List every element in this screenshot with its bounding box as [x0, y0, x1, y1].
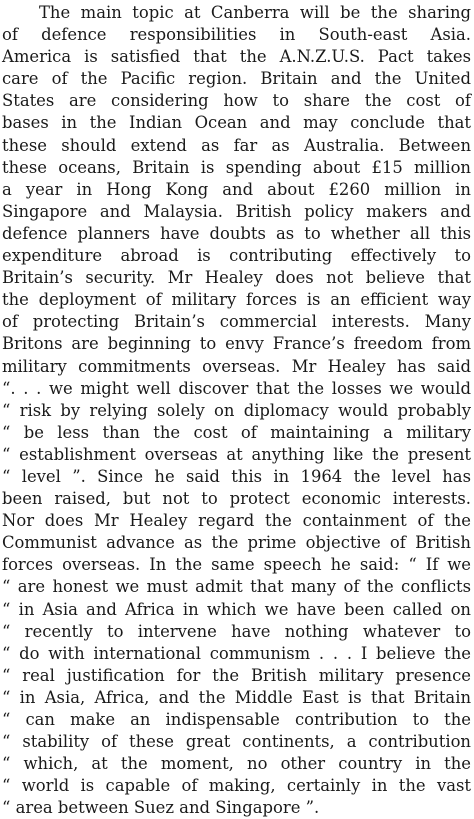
text-line: States are considering how to share the cost of	[2, 91, 471, 111]
text-line: “ area between Suez and Singapore ”.	[2, 798, 320, 818]
text-line: “ can make an indispensable contribution to the	[2, 710, 471, 729]
text-line: “ which, at the moment, no other country in the	[2, 754, 471, 774]
text-line: “ real justification for the British military presence	[2, 665, 471, 685]
text-line: been raised, but not to protect economic interests.	[2, 489, 471, 509]
text-line: military commitments overseas. Mr Healey has said	[2, 356, 471, 376]
text-line: a year in Hong Kong and about £260 million in	[2, 179, 471, 199]
text-line: the deployment of military forces is an efficient way	[2, 290, 471, 310]
text-line: Singapore and Malaysia. British policy makers and	[2, 201, 471, 221]
text-line: Britons are beginning to envy France’s freedom from	[2, 334, 471, 354]
text-line: care of the Pacific region. Britain and the United	[2, 69, 471, 89]
text-line: “ do with international communism . . . I believe the	[2, 643, 471, 663]
article-text	[2, 2, 471, 819]
text-line: “. . . we might well discover that the losses we would	[2, 378, 471, 398]
text-line: Nor does Mr Healey regard the containment of the	[2, 511, 471, 531]
text-line: of defence responsibilities in South-east Asia.	[2, 25, 471, 45]
text-line: “ world is capable of making, certainly in the vast	[2, 776, 471, 796]
text-line: “ level ”. Since he said this in 1964 the level has	[2, 466, 471, 486]
text-line: “ establishment overseas at anything like the present	[2, 444, 471, 464]
text-line: of protecting Britain’s commercial interests. Many	[2, 312, 471, 332]
text-line: bases in the Indian Ocean and may conclude that	[2, 113, 471, 133]
text-line: “ in Asia and Africa in which we have been called on	[2, 599, 471, 619]
text-line: “ in Asia, Africa, and the Middle East is that Britain	[2, 687, 471, 707]
text-line: America is satisfied that the A.N.Z.U.S. Pact takes	[2, 47, 471, 67]
text-line: The main topic at Canberra will be the sharing	[39, 3, 471, 22]
text-line: these should extend as far as Australia. Between	[2, 135, 471, 155]
text-line: “ recently to intervene have nothing whatever to	[2, 621, 471, 641]
text-line: Britain’s security. Mr Healey does not believe that	[2, 268, 471, 288]
text-line: “ are honest we must admit that many of the conflicts	[2, 577, 471, 597]
text-line: Communist advance as the prime objective of British	[2, 533, 471, 553]
text-line: forces overseas. In the same speech he said: “ If we	[2, 555, 471, 575]
text-line: “ risk by relying solely on diplomacy would probably	[2, 400, 471, 420]
text-line: these oceans, Britain is spending about £15 million	[2, 157, 471, 177]
text-line: expenditure abroad is contributing effectively to	[2, 246, 471, 266]
text-line: defence planners have doubts as to whether all this	[2, 223, 471, 243]
text-line: “ stability of these great continents, a contribution	[2, 732, 471, 752]
text-line: “ be less than the cost of maintaining a military	[2, 422, 471, 442]
